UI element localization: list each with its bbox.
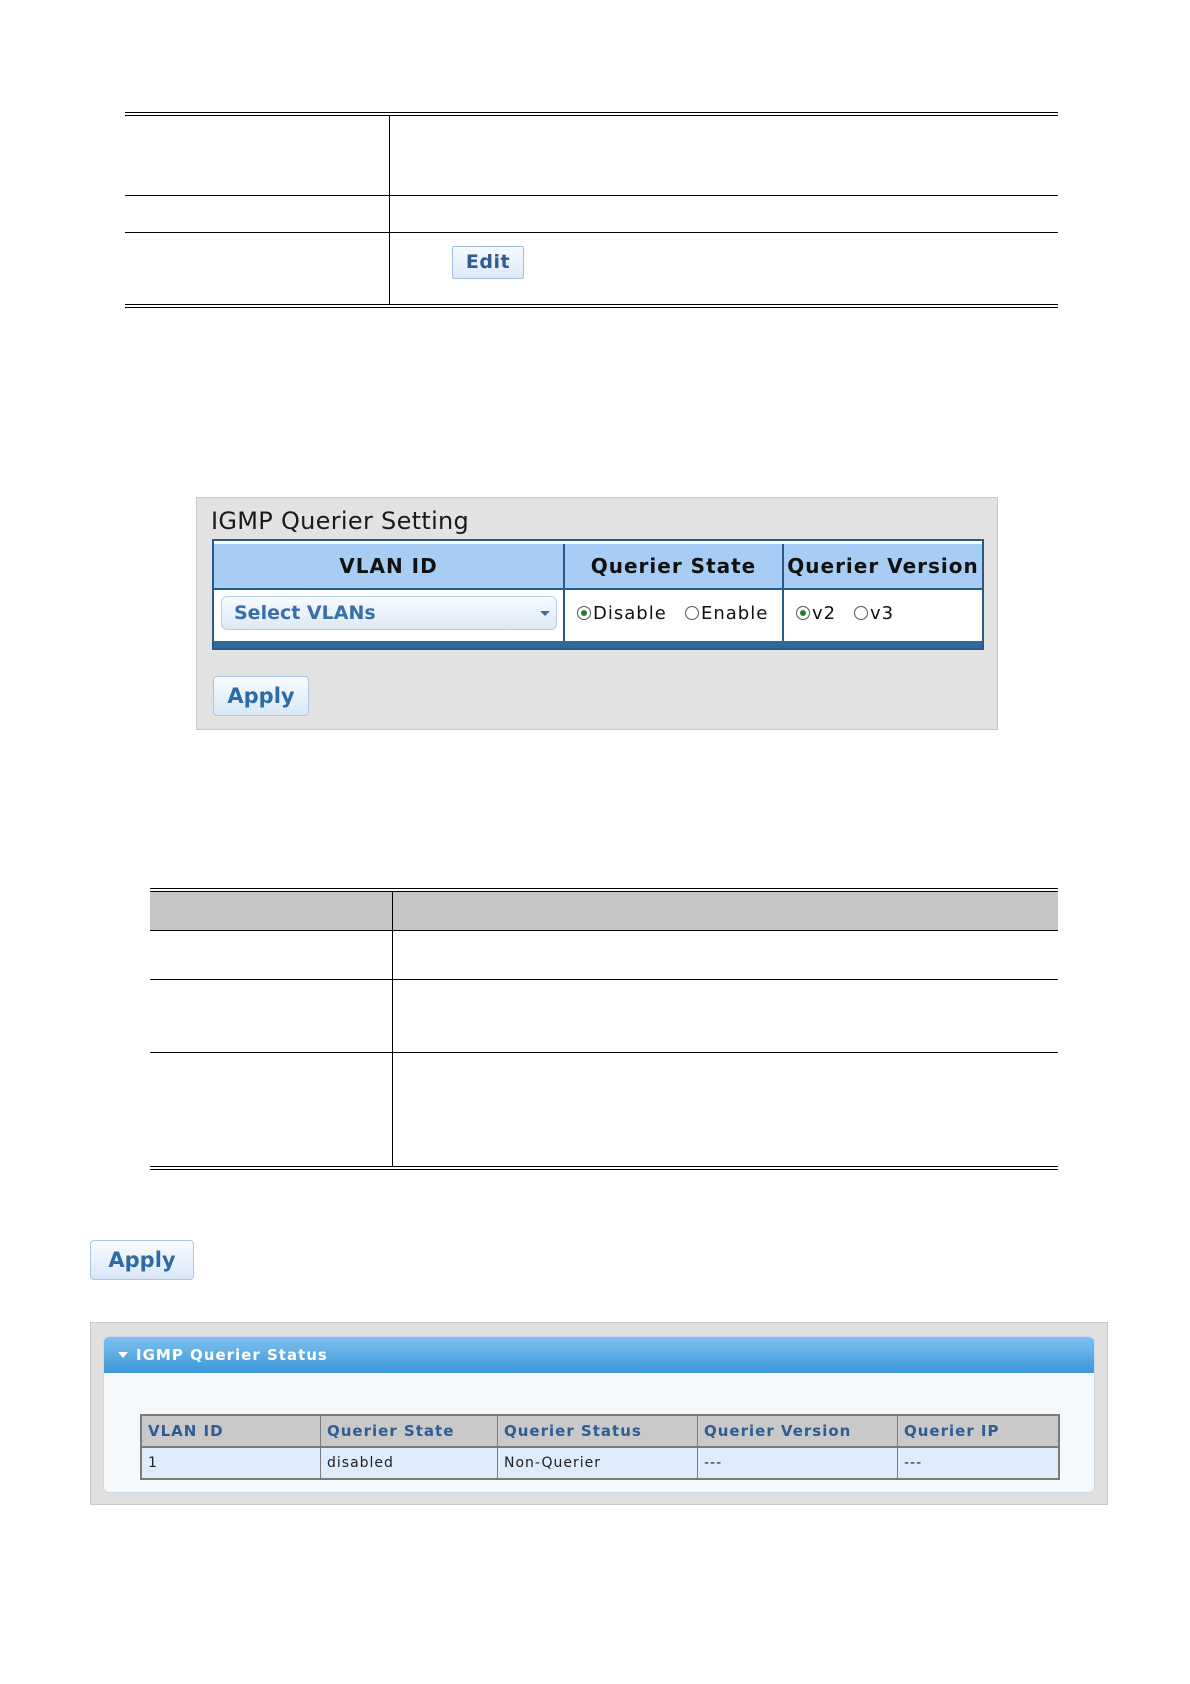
column-header-querier-version: Querier Version (787, 554, 979, 578)
column-header-querier-version: Querier Version (704, 1422, 852, 1440)
status-panel-header[interactable] (104, 1337, 1094, 1373)
table-row-divider (150, 1052, 1058, 1053)
column-header-querier-state: Querier State (590, 554, 757, 578)
status-panel-title: IGMP Querier Status (136, 1346, 328, 1364)
triangle-down-icon[interactable] (118, 1352, 128, 1358)
vlan-select-dropdown[interactable] (221, 596, 557, 630)
chevron-down-icon (540, 611, 550, 616)
querier-version-v2-radio[interactable] (796, 601, 836, 627)
radio-selected-icon (577, 606, 591, 620)
panel-title: IGMP Querier Setting (211, 507, 470, 535)
column-header-querier-status: Querier Status (504, 1422, 642, 1440)
status-inner-box (103, 1336, 1095, 1493)
radio-label: Enable (701, 603, 769, 624)
table-row-divider (125, 195, 1058, 196)
vlan-select-value: Select VLANs (234, 602, 376, 624)
table-cell: disabled (327, 1455, 394, 1471)
radio-label: Disable (593, 603, 667, 624)
column-header-querier-state: Querier State (327, 1422, 455, 1440)
igmp-querier-status-panel (90, 1322, 1108, 1505)
table-header (150, 892, 1058, 931)
table-row-divider (150, 979, 1058, 980)
table-cell: 1 (148, 1455, 158, 1471)
header-divider (214, 588, 982, 590)
table-cell: Non-Querier (504, 1455, 601, 1471)
querier-status-table (140, 1414, 1060, 1480)
table-divider (392, 892, 393, 1166)
table-cell: --- (704, 1455, 723, 1471)
edit-button[interactable]: Edit (452, 246, 524, 279)
radio-unselected-icon (685, 606, 699, 620)
table-divider (389, 116, 390, 304)
apply-button-standalone[interactable]: Apply (90, 1240, 194, 1280)
column-header-vlan-id: VLAN ID (339, 554, 438, 578)
radio-selected-icon (796, 606, 810, 620)
table-row-divider (125, 232, 1058, 233)
igmp-querier-setting-panel (196, 497, 998, 730)
table-footer-bar (214, 641, 982, 648)
radio-label: v3 (870, 603, 895, 624)
column-header-querier-ip: Querier IP (904, 1422, 1000, 1440)
apply-button[interactable]: Apply (213, 676, 309, 716)
radio-unselected-icon (854, 606, 868, 620)
table-cell: --- (904, 1455, 923, 1471)
top-description-table (125, 112, 1058, 308)
radio-label: v2 (812, 603, 837, 624)
middle-description-table (150, 888, 1058, 1170)
column-header-vlan-id: VLAN ID (148, 1422, 224, 1440)
querier-setting-table (212, 539, 984, 650)
querier-version-v3-radio[interactable] (854, 601, 894, 627)
querier-state-enable-radio[interactable] (685, 601, 768, 627)
querier-state-disable-radio[interactable] (577, 601, 667, 627)
